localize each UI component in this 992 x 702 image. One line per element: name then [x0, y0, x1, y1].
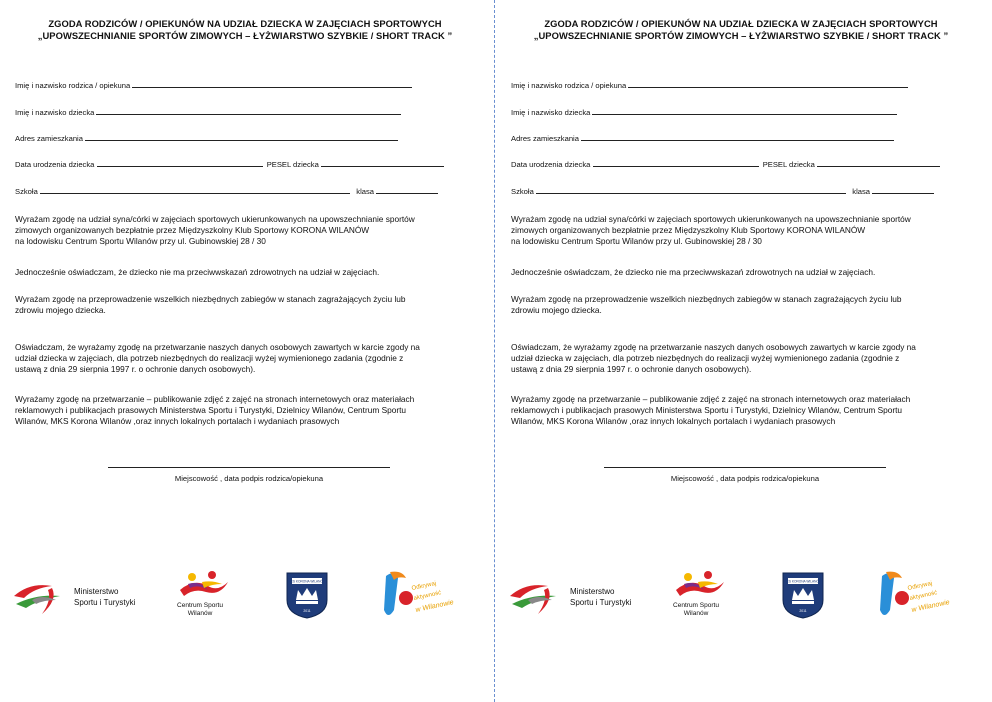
ministry-line-2: Sportu i Turystyki [74, 598, 136, 607]
birthdate-label: Data urodzenia dziecka [15, 160, 95, 169]
photo-publication-consent [511, 394, 981, 428]
para2-line1: Jednocześnie oświadczam, że dziecko nie ma przeciwwskazań zdrowotnych na udział w zajęciach. [15, 267, 380, 277]
para4-line3: ustawą z dnia 29 sierpnia 1997 r. o ochronie danych osobowych). [511, 364, 752, 375]
pesel-label: PESEL dziecka [762, 160, 815, 169]
parent-name-field[interactable] [511, 80, 908, 90]
class-line [376, 186, 438, 194]
consent-form-left [0, 0, 490, 702]
centrum-sportu-logo-icon [674, 570, 726, 602]
para3-line1: Wyrażam zgodę na przeprowadzenie wszelkich niezbędnych zabiegów w stanach zagrażających życiu lub [15, 294, 406, 304]
photo-publication-consent [15, 394, 485, 428]
signature-line[interactable] [108, 467, 390, 468]
consent-paragraph-1 [15, 214, 485, 248]
birthdate-label: Data urodzenia dziecka [511, 160, 591, 169]
sponsor-logos [496, 568, 986, 638]
para5-line2: reklamowych i publikacjach prasowych Ministerstwa Sportu i Turystyki, Dzielnicy Wilanów, Centrum Sportu [511, 405, 903, 416]
para1-line3: na lodowisku Centrum Sportu Wilanów przy ul. Gubinowskiej 28 / 30 [511, 236, 762, 247]
centrum-sportu-name [666, 602, 726, 618]
school-field[interactable] [15, 186, 438, 196]
parent-name-field[interactable] [15, 80, 412, 90]
address-label: Adres zamieszkania [15, 134, 83, 143]
ministry-name [74, 586, 135, 608]
form-title [0, 18, 490, 42]
para5-line3: Wilanów, MKS Korona Wilanów ,oraz innych lokalnych portalach i wydaniach prasowych [511, 416, 836, 427]
para2-line1: Jednocześnie oświadczam, że dziecko nie ma przeciwwskazań zdrowotnych na udział w zajęciach. [511, 267, 876, 277]
para4-line1: Oświadczam, że wyrażamy zgodę na przetwarzanie naszych danych osobowych zawartych w karcie zgody na [511, 342, 916, 352]
birthdate-line [593, 159, 759, 167]
birthdate-line [97, 159, 263, 167]
title-line-1: ZGODA RODZICÓW / OPIEKUNÓW NA UDZIAŁ DZIECKA W ZAJĘCIACH SPORTOWYCH [544, 18, 938, 29]
health-statement [511, 267, 981, 278]
form-title [496, 18, 986, 42]
birthdate-field[interactable] [511, 159, 940, 169]
para4-line3: ustawą z dnia 29 sierpnia 1997 r. o ochronie danych osobowych). [15, 364, 256, 375]
pesel-line [321, 159, 444, 167]
para3-line1: Wyrażam zgodę na przeprowadzenie wszelkich niezbędnych zabiegów w stanach zagrażających życiu lub [511, 294, 902, 304]
class-label: klasa [852, 187, 870, 196]
wilanow-activity-logo-icon [380, 570, 456, 626]
korona-crest-text: MKS KORONA WILANÓW [784, 579, 822, 584]
korona-wilanow-crest-icon [284, 570, 330, 620]
wilanow-text-1: Odkrywaj [411, 580, 437, 592]
para3-line2: zdrowiu mojego dziecka. [511, 305, 602, 316]
korona-wilanow-crest-icon [780, 570, 826, 620]
school-line [40, 186, 350, 194]
korona-crest-year: 2011 [799, 609, 807, 613]
parent-name-line [628, 80, 908, 88]
child-name-line [96, 107, 401, 115]
para1-line3: na lodowisku Centrum Sportu Wilanów przy ul. Gubinowskiej 28 / 30 [15, 236, 266, 247]
para3-line2: zdrowiu mojego dziecka. [15, 305, 106, 316]
child-name-line [592, 107, 897, 115]
birthdate-field[interactable] [15, 159, 444, 169]
para4-line2: udział dziecka w zajęciach, dla potrzeb niezbędnych do realizacji wyżej wymienionego zadania (zgodnie z [511, 353, 900, 364]
signature-line[interactable] [604, 467, 886, 468]
child-name-field[interactable] [15, 107, 401, 117]
child-name-label: Imię i nazwisko dziecka [511, 108, 591, 117]
ministry-line-2: Sportu i Turystyki [570, 598, 632, 607]
para5-line1: Wyrażamy zgodę na przetwarzanie – publikowanie zdjęć z zajęć na stronach internetowych oraz materiałach [15, 394, 415, 404]
para1-line1: Wyrażam zgodę na udział syna/córki w zajęciach sportowych ukierunkowanych na upowszechnianie sportów [511, 214, 911, 224]
para1-line2: zimowych organizowanych bezpłatnie przez Międzyszkolny Klub Sportowy KORONA WILANÓW [511, 225, 866, 236]
ministry-logo-icon [12, 578, 68, 616]
ministry-line-1: Ministerstwo [74, 587, 119, 596]
centrum-line-2: Wilanów [187, 610, 213, 617]
wilanow-text-1: Odkrywaj [907, 580, 933, 592]
health-statement [15, 267, 485, 278]
para5-line2: reklamowych i publikacjach prasowych Ministerstwa Sportu i Turystyki, Dzielnicy Wilanów, Centrum Sportu [15, 405, 407, 416]
ministry-line-1: Ministerstwo [570, 587, 615, 596]
parent-name-label: Imię i nazwisko rodzica / opiekuna [15, 81, 131, 90]
wilanow-text-2: aktywność [909, 590, 938, 602]
sponsor-logos [0, 568, 490, 638]
class-line [872, 186, 934, 194]
pesel-label: PESEL dziecka [266, 160, 319, 169]
consent-form-right [496, 0, 986, 702]
child-name-label: Imię i nazwisko dziecka [15, 108, 95, 117]
page-divider [494, 0, 495, 702]
centrum-line-2: Wilanów [683, 610, 709, 617]
centrum-line-1: Centrum Sportu [673, 602, 719, 609]
medical-consent [511, 294, 981, 316]
korona-crest-year: 2011 [303, 609, 311, 613]
address-line [581, 133, 894, 141]
wilanow-text-2: aktywność [413, 590, 442, 602]
parent-name-line [132, 80, 412, 88]
signature-caption: Miejscowość , data podpis rodzica/opiekuna [174, 474, 324, 483]
ministry-logo-icon [508, 578, 564, 616]
para1-line2: zimowych organizowanych bezpłatnie przez Międzyszkolny Klub Sportowy KORONA WILANÓW [15, 225, 370, 236]
address-label: Adres zamieszkania [511, 134, 579, 143]
para5-line1: Wyrażamy zgodę na przetwarzanie – publikowanie zdjęć z zajęć na stronach internetowych oraz materiałach [511, 394, 911, 404]
signature-caption: Miejscowość , data podpis rodzica/opiekuna [670, 474, 820, 483]
korona-crest-text: MKS KORONA WILANÓW [288, 579, 326, 584]
consent-paragraph-1 [511, 214, 981, 248]
title-line-2: „UPOWSZECHNIANIE SPORTÓW ZIMOWYCH – ŁYŻWIARSTWO SZYBKIE / SHORT TRACK ” [533, 30, 949, 41]
para4-line1: Oświadczam, że wyrażamy zgodę na przetwarzanie naszych danych osobowych zawartych w karcie zgody na [15, 342, 420, 352]
address-line [85, 133, 398, 141]
ministry-name [570, 586, 631, 608]
title-line-1: ZGODA RODZICÓW / OPIEKUNÓW NA UDZIAŁ DZIECKA W ZAJĘCIACH SPORTOWYCH [48, 18, 442, 29]
school-field[interactable] [511, 186, 934, 196]
wilanow-activity-logo-icon [876, 570, 952, 626]
school-label: Szkoła [511, 187, 534, 196]
para4-line2: udział dziecka w zajęciach, dla potrzeb niezbędnych do realizacji wyżej wymienionego zadania (zgodnie z [15, 353, 404, 364]
medical-consent [15, 294, 485, 316]
data-processing-consent [511, 342, 981, 376]
wilanow-text-3: w Wilanowie [414, 599, 455, 614]
address-field[interactable] [15, 133, 398, 143]
school-label: Szkoła [15, 187, 38, 196]
address-field[interactable] [511, 133, 894, 143]
centrum-sportu-logo-icon [178, 570, 230, 602]
para5-line3: Wilanów, MKS Korona Wilanów ,oraz innych lokalnych portalach i wydaniach prasowych [15, 416, 340, 427]
school-line [536, 186, 846, 194]
centrum-sportu-name [170, 602, 230, 618]
class-label: klasa [356, 187, 374, 196]
child-name-field[interactable] [511, 107, 897, 117]
pesel-line [817, 159, 940, 167]
title-line-2: „UPOWSZECHNIANIE SPORTÓW ZIMOWYCH – ŁYŻWIARSTWO SZYBKIE / SHORT TRACK ” [37, 30, 453, 41]
parent-name-label: Imię i nazwisko rodzica / opiekuna [511, 81, 627, 90]
centrum-line-1: Centrum Sportu [177, 602, 223, 609]
data-processing-consent [15, 342, 485, 376]
para1-line1: Wyrażam zgodę na udział syna/córki w zajęciach sportowych ukierunkowanych na upowszechnianie sportów [15, 214, 415, 224]
wilanow-text-3: w Wilanowie [910, 599, 951, 614]
